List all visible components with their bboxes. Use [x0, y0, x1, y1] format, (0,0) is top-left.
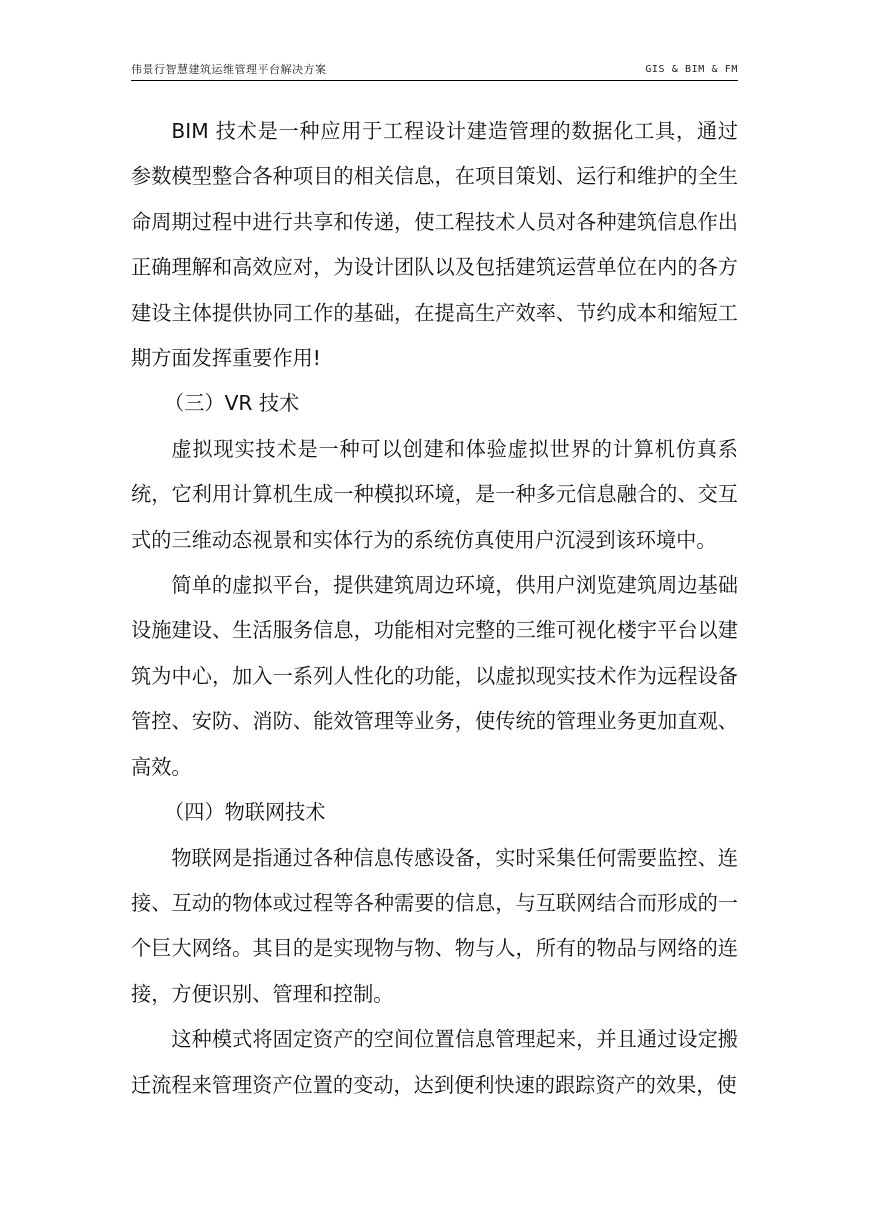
- header-tagline: GIS & BIM & FM: [645, 64, 738, 75]
- paragraph-vr-definition: 虚拟现实技术是一种可以创建和体验虚拟世界的计算机仿真系统，它利用计算机生成一种模拟环境，是一种多元信息融合的、交互式的三维动态视景和实体行为的系统仿真使用户沉浸到该环境中。: [131, 436, 738, 552]
- document-body: [131, 109, 738, 1108]
- paragraph-bim: BIM 技术是一种应用于工程设计建造管理的数据化工具，通过参数模型整合各种项目的相关信息，在项目策划、运行和维护的全生命周期过程中进行共享和传递，使工程技术人员对各种建筑信息作出正确理解和高效应对，为设计团队以及包括建筑运营单位在内的各方建设主体提供协同工作的基础，在提高生产效率、节约成本和缩短工期方面发挥重要作用!: [131, 119, 738, 371]
- section-heading-vr: （三）VR 技术: [164, 391, 300, 416]
- section-heading-iot: （四）物联网技术: [164, 800, 326, 825]
- page-header: [131, 62, 738, 81]
- paragraph-vr-platform: 简单的虚拟平台，提供建筑周边环境，供用户浏览建筑周边基础设施建设、生活服务信息，功能相对完整的三维可视化楼宇平台以建筑为中心，加入一系列人性化的功能，以虚拟现实技术作为远程设备管控、安防、消防、能效管理等业务，使传统的管理业务更加直观、高效。: [131, 573, 738, 779]
- header-document-title: 伟景行智慧建筑运维管理平台解决方案: [131, 63, 327, 76]
- paragraph-asset-tracking: 这种模式将固定资产的空间位置信息管理起来，并且通过设定搬迁流程来管理资产位置的变动，达到便利快速的跟踪资产的效果，使: [131, 1027, 738, 1097]
- paragraph-iot-definition: 物联网是指通过各种信息传感设备，实时采集任何需要监控、连接、互动的物体或过程等各种需要的信息，与互联网结合而形成的一个巨大网络。其目的是实现物与物、物与人，所有的物品与网络的连接，方便识别、管理和控制。: [131, 845, 738, 1006]
